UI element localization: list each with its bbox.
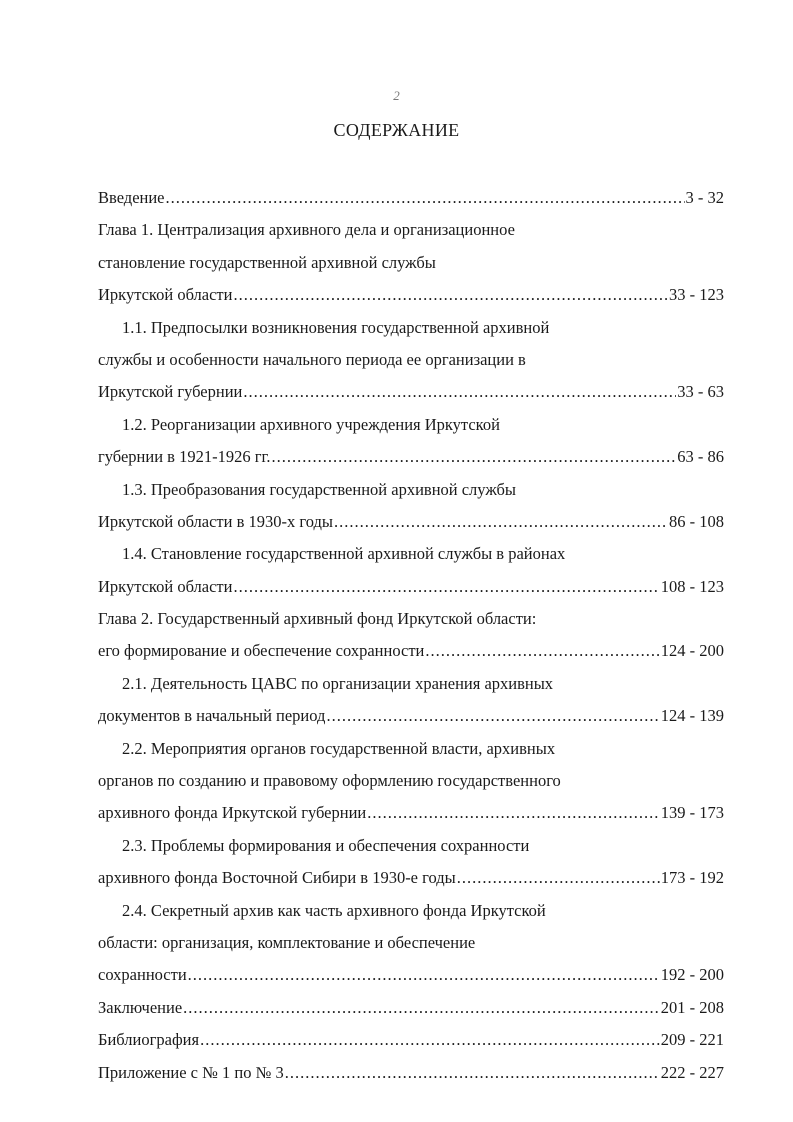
toc-entry-section-2-1[interactable] xyxy=(98,700,724,732)
toc-entry-text: органов по созданию и правовому оформлению государственного xyxy=(98,771,561,791)
toc-entry-pages: 108 - 123 xyxy=(660,576,724,596)
toc-entry-bibliography[interactable] xyxy=(98,1024,724,1056)
leader-dots xyxy=(233,279,668,311)
leader-dots xyxy=(200,1024,660,1056)
leader-dots xyxy=(425,635,659,667)
toc-entry-text: 1.3. Преобразования государственной архивной службы xyxy=(122,479,516,499)
leader-dots xyxy=(188,959,660,991)
toc-entry-title: Иркутской области xyxy=(98,285,233,305)
leader-dots xyxy=(272,441,677,473)
toc-entry-pages: 139 - 173 xyxy=(660,803,724,823)
toc-entry-text: 2.3. Проблемы формирования и обеспечения сохранности xyxy=(122,835,530,855)
toc-entry-title: Заключение xyxy=(98,997,183,1017)
toc-entry-introduction[interactable] xyxy=(98,182,724,214)
leader-dots xyxy=(457,862,660,894)
toc-entry-pages: 63 - 86 xyxy=(677,447,724,467)
leader-dots xyxy=(233,571,659,603)
toc-entry-text: 2.2. Мероприятия органов государственной власти, архивных xyxy=(122,738,556,758)
toc-entry-pages: 33 - 63 xyxy=(677,382,724,402)
leader-dots xyxy=(166,182,685,214)
toc-entry-chapter-2[interactable] xyxy=(98,635,724,667)
leader-dots xyxy=(334,506,668,538)
toc-entry-section-2-4[interactable] xyxy=(98,959,724,991)
toc-entry-text: Глава 2. Государственный архивный фонд Иркутской области: xyxy=(98,609,537,629)
toc-entry-pages: 33 - 123 xyxy=(669,285,724,305)
toc-entry-title: Приложение с № 1 по № 3 xyxy=(98,1062,284,1082)
toc-entry-text: 1.4. Становление государственной архивной службы в районах xyxy=(122,544,566,564)
page-title: СОДЕРЖАНИЕ xyxy=(333,120,460,140)
toc-entry-text: становление государственной архивной службы xyxy=(98,252,436,272)
leader-dots xyxy=(367,797,660,829)
toc-entry-title: Иркутской губернии xyxy=(98,382,243,402)
toc-entry-title: его формирование и обеспечение сохранности xyxy=(98,641,425,661)
toc-entry-pages: 124 - 139 xyxy=(660,706,724,726)
toc-entry-appendix[interactable] xyxy=(98,1057,724,1089)
toc-entry-title: Иркутской области в 1930-х годы xyxy=(98,511,333,531)
toc-entry-chapter-1[interactable] xyxy=(98,279,724,311)
leader-dots xyxy=(243,376,676,408)
toc-entry-section-1-3[interactable] xyxy=(98,506,724,538)
toc-entry-text: области: организация, комплектование и обеспечение xyxy=(98,932,476,952)
toc-entry-pages: 192 - 200 xyxy=(660,965,724,985)
toc-entry-section-1-4[interactable] xyxy=(98,571,724,603)
toc-entry-title: Иркутской области xyxy=(98,576,233,596)
toc-entry-pages: 124 - 200 xyxy=(660,641,724,661)
page-number: 2 xyxy=(393,88,400,103)
toc-entry-title: Введение xyxy=(98,188,165,207)
toc-entry-pages: 173 - 192 xyxy=(660,868,724,888)
toc-entry-text: 1.2. Реорганизации архивного учреждения Иркутской xyxy=(122,414,500,434)
toc-entry-section-1-1[interactable] xyxy=(98,376,724,408)
toc-entry-text: Глава 1. Централизация архивного дела и организационное xyxy=(98,220,515,240)
toc-entry-text: 1.1. Предпосылки возникновения государственной архивной xyxy=(122,317,550,337)
toc-entry-text: 2.4. Секретный архив как часть архивного фонда Иркутской xyxy=(122,900,546,920)
toc-entry-pages: 201 - 208 xyxy=(660,997,724,1017)
toc-entry-title: архивного фонда Иркутской губернии xyxy=(98,803,367,823)
leader-dots xyxy=(183,992,660,1024)
toc-entry-section-2-3[interactable] xyxy=(98,862,724,894)
toc-entry-title: губернии в 1921-1926 гг. xyxy=(98,447,271,467)
toc-entry-title: Библиография xyxy=(98,1030,200,1050)
toc-entry-conclusion[interactable] xyxy=(98,992,724,1024)
leader-dots xyxy=(326,700,659,732)
toc-entry-text: службы и особенности начального периода ее организации в xyxy=(98,349,526,369)
toc-entry-section-2-2[interactable] xyxy=(98,797,724,829)
toc-entry-text: 2.1. Деятельность ЦАВС по организации хранения архивных xyxy=(122,673,554,693)
table-of-contents xyxy=(98,182,724,1089)
toc-entry-title: документов в начальный период xyxy=(98,706,326,726)
toc-entry-title: архивного фонда Восточной Сибири в 1930-е годы xyxy=(98,868,456,888)
toc-entry-title: сохранности xyxy=(98,965,187,985)
toc-entry-section-1-2[interactable] xyxy=(98,441,724,473)
toc-entry-pages: 209 - 221 xyxy=(660,1030,724,1050)
leader-dots xyxy=(285,1057,660,1089)
toc-entry-pages: 3 - 32 xyxy=(685,188,724,207)
toc-entry-pages: 86 - 108 xyxy=(669,511,724,531)
toc-entry-pages: 222 - 227 xyxy=(660,1062,724,1082)
